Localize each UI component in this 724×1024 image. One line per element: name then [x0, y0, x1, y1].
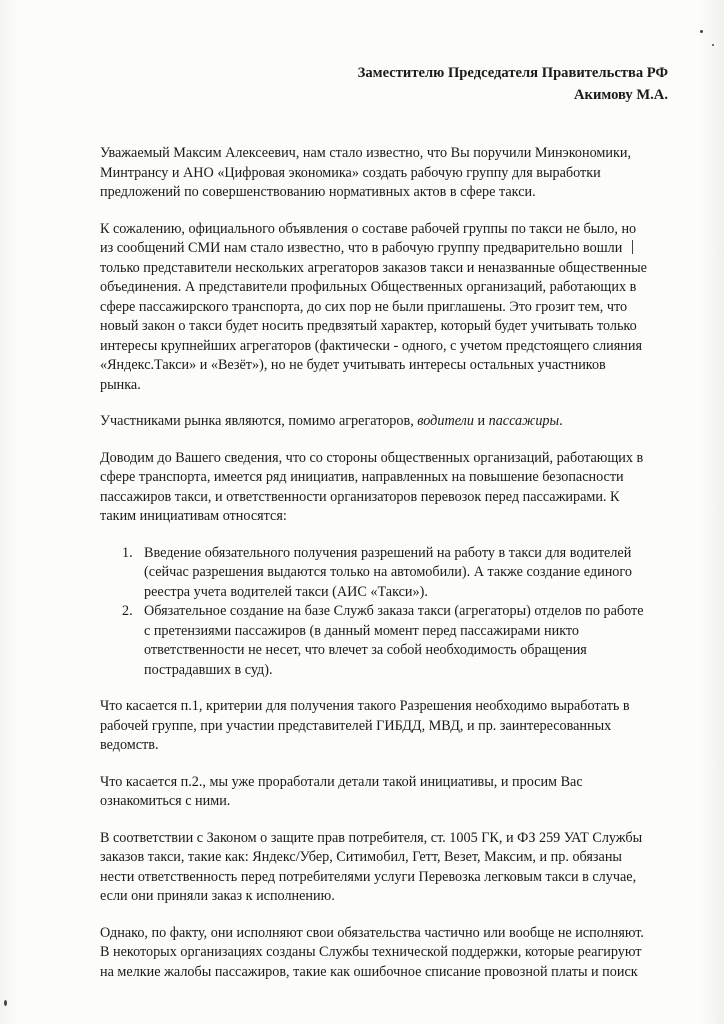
text-line: Однако, по факту, они исполняют свои обязательства частично или вообще не исполняют. [100, 924, 644, 941]
paragraph-working-group [100, 220, 663, 396]
text-line: К сожалению, официального объявления о составе рабочей группы по такси не было, но [100, 220, 637, 237]
list-number: 2. [122, 603, 133, 619]
text-line: ознакомиться с ними. [100, 793, 231, 809]
text-emphasis: пассажиры [488, 413, 560, 429]
scan-speck [632, 240, 633, 254]
text-line: предложений по совершенствованию нормативных актов в сфере такси. [100, 184, 536, 200]
text-line: ведомств. [100, 737, 159, 753]
text-line: «Яндекс.Такси» и «Везёт»), но не будет учитывать интересы остальных участников [100, 357, 606, 373]
text-line: рабочей группе, при участии представителей ГИБДД, МВД, и пр. заинтересованных [100, 717, 612, 734]
paragraph-in-fact [100, 924, 663, 983]
text-fragment: и [473, 413, 489, 429]
text-line: если они приняли заказ к исполнению. [100, 888, 335, 904]
paragraph-initiatives-intro [100, 449, 663, 527]
text-line: Что касается п.2., мы уже проработали детали такой инициативы, и просим Вас [100, 773, 583, 790]
text-line: заказов такси, такие как: Яндекс/Убер, Ситимобил, Гетт, Везет, Максим, и пр. обязаны [100, 849, 622, 865]
text-line: интересы крупнейших агрегаторов (фактически - одного, с учетом предстоящего слияния [100, 337, 643, 354]
text-line: из сообщений СМИ нам стало известно, что в рабочую группу предварительно вошли [100, 240, 623, 256]
letter-body [100, 144, 663, 999]
scan-speck [4, 1000, 7, 1006]
text-line: пассажиров такси, и ответственности организаторов перевозок перед пассажирами. К [100, 488, 620, 505]
paragraph-legal-basis [100, 829, 663, 907]
text-line: Минтрансу и АНО «Цифровая экономика» создать рабочую группу для выработки [100, 164, 601, 181]
scan-speck [700, 30, 703, 33]
text-line: В соответствии с Законом о защите прав потребителя, ст. 1005 ГК, и ФЗ 259 УАТ Службы [100, 829, 643, 846]
text-line: Уважаемый Максим Алексеевич, нам стало известно, что Вы поручили Минэкономики, [100, 145, 632, 161]
text-line: Что касается п.1, критерии для получения такого Разрешения необходимо выработать в [100, 698, 630, 714]
paragraph-greeting [100, 144, 663, 203]
text-line: (сейчас разрешения выдаются только на автомобили). А также создание единого [144, 564, 632, 580]
text-line: Введение обязательного получения разрешений на работу в такси для водителей [144, 544, 632, 561]
paragraph-item1-note [100, 697, 663, 756]
text-line: реестра учета водителей такси (АИС «Такси»). [144, 583, 428, 600]
text-line: новый закон о такси будет носить предвзятый характер, который будет учитывать только [100, 318, 637, 334]
list-item [100, 544, 663, 603]
text-line: рынка. [100, 376, 141, 393]
text-line: ответственности не несет, что влечет за собой необходимость обращения [144, 642, 587, 658]
text-line: сфере транспорта, имеется ряд инициатив, направленных на повышение безопасности [100, 469, 624, 485]
addressee-title: Заместителю Председателя Правительства РФ [357, 65, 668, 81]
initiatives-list [100, 544, 663, 681]
text-line: только представители нескольких агрегаторов заказов такси и неназванные общественные [100, 259, 647, 276]
text-line: объединения. А представители профильных Общественных организаций, работающих в [100, 279, 637, 295]
addressee-name: Акимову М.А. [574, 87, 668, 103]
addressee-block [358, 62, 668, 106]
list-item [100, 602, 663, 680]
text-line: В некоторых организациях созданы Службы технической поддержки, которые реагируют [100, 944, 642, 960]
text-line: Доводим до Вашего сведения, что со стороны общественных организаций, работающих в [100, 449, 644, 466]
text-line: на мелкие жалобы пассажиров, такие как ошибочное списание провозной платы и поиск [100, 963, 638, 980]
text-line: таким инициативам относятся: [100, 508, 287, 524]
text-fragment: Участниками рынка являются, помимо агрегаторов, [100, 413, 418, 429]
text-line: сфере пассажирского транспорта, до сих пор не были приглашены. Это грозит тем, что [100, 298, 628, 315]
scan-speck [712, 44, 714, 46]
text-emphasis: водители [417, 413, 474, 429]
list-number: 1. [122, 544, 133, 561]
paragraph-item2-note [100, 773, 663, 812]
text-line: нести ответственность перед потребителями услуги Перевозка легковым такси в случае, [100, 868, 637, 885]
text-line: пострадавших в суд). [144, 661, 273, 678]
text-line: Обязательное создание на базе Служб заказа такси (агрегаторы) отделов по работе [144, 603, 644, 619]
text-fragment: . [559, 413, 563, 429]
paragraph-market-participants [100, 412, 663, 432]
text-line: с претензиями пассажиров (в данный момент перед пассажирами никто [144, 622, 580, 639]
